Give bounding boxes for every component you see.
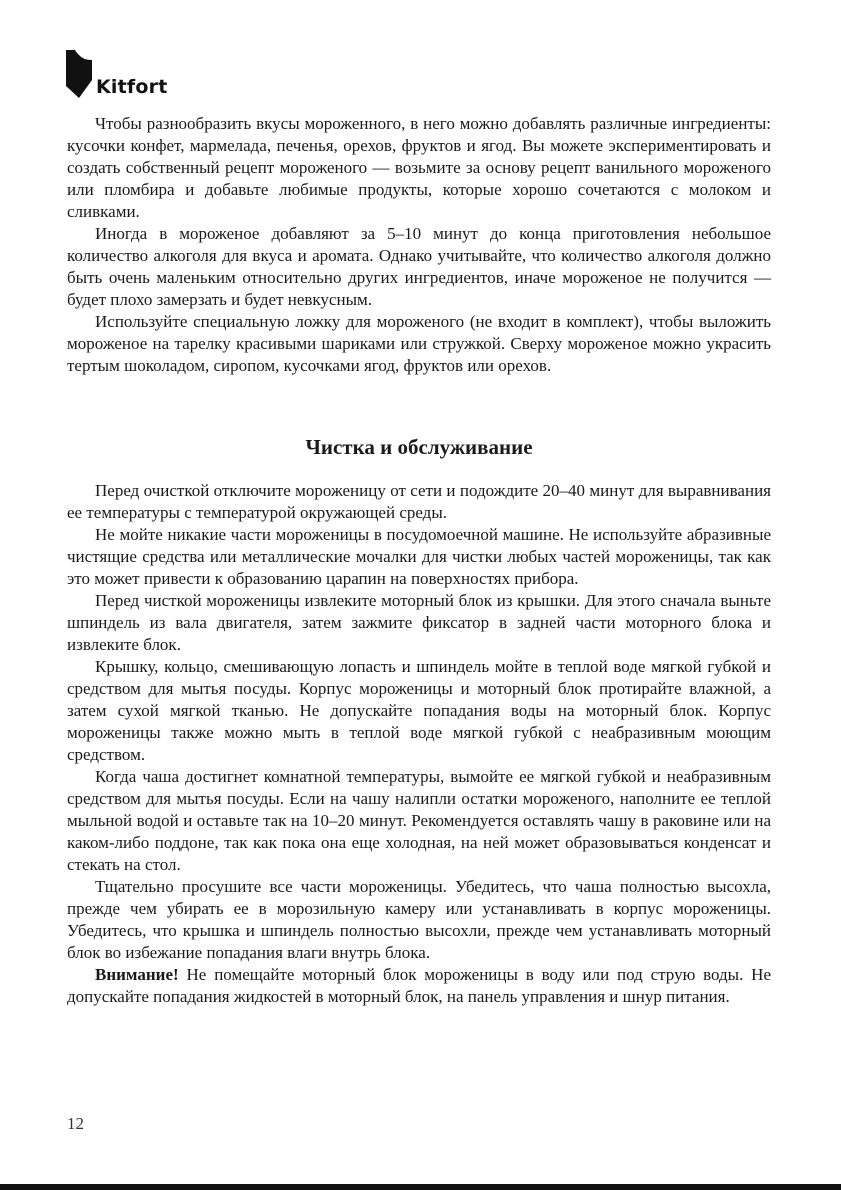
paragraph-cleaning-4: Крышку, кольцо, смешивающую лопасть и шпиндель мойте в теплой воде мягкой губкой и средством для мытья посуды. Корпус мороженицы и моторный блок протирайте влажной, а затем сухой мягкой тканью. Не допускайте попадания воды на моторный блок. Корпус мороженицы также можно мыть в теплой воде мягкой губкой с неабразивным моющим средством. [67, 657, 771, 764]
paragraph-warning [67, 964, 771, 1008]
page-number: 12 [67, 1114, 84, 1133]
paragraph-cleaning-2: Не мойте никакие части мороженицы в посудомоечной машине. Не используйте абразивные чистящие средства или металлические мочалки для чистки любых частей мороженицы, так как это может привести к образованию царапин на поверхностях прибора. [67, 525, 771, 588]
paragraph-cleaning-6: Тщательно просушите все части мороженицы. Убедитесь, что чаша полностью высохла, прежде чем убирать ее в морозильную камеру или устанавливать в корпус мороженицы. Убедитесь, что крышка и шпиндель полностью высохли, прежде чем устанавливать моторный блок во избежание попадания влаги внутрь блока. [67, 877, 771, 962]
warning-text: Не помещайте моторный блок мороженицы в воду или под струю воды. Не допускайте попадания жидкостей в моторный блок, на панель управления и шнур питания. [67, 965, 771, 1006]
kitfort-logo-icon [66, 50, 92, 98]
brand-logo [66, 48, 168, 98]
paragraph-cleaning-5: Когда чаша достигнет комнатной температуры, вымойте ее мягкой губкой и неабразивным средством для мытья посуды. Если на чашу налипли остатки мороженого, наполните ее теплой мыльной водой и оставьте так на 10–20 минут. Рекомендуется оставлять чашу в раковине или на каком-либо поддоне, так как пока она еще холодная, на ней может образовываться конденсат и стекать на стол. [67, 767, 771, 874]
bottom-edge-rule [0, 1184, 841, 1190]
paragraph-intro-2: Иногда в мороженое добавляют за 5–10 минут до конца приготовления небольшое количество алкоголя для вкуса и аромата. Однако учитывайте, что количество алкоголя должно быть очень маленьким относительно других ингредиентов, иначе мороженое не получится — будет плохо замерзать и будет невкусным. [67, 224, 771, 309]
warning-label: Внимание! [95, 965, 179, 984]
section-title: Чистка и обслуживание [305, 435, 533, 459]
page-content [67, 113, 771, 1008]
paragraph-cleaning-1: Перед очисткой отключите мороженицу от сети и подождите 20–40 минут для выравнивания ее температуры с температурой окружающей среды. [67, 481, 771, 522]
paragraph-cleaning-3: Перед чисткой мороженицы извлеките моторный блок из крышки. Для этого сначала выньте шпиндель из вала двигателя, затем зажмите фиксатор в задней части моторного блока и извлеките блок. [67, 591, 771, 654]
brand-name: Kitfort [96, 76, 168, 98]
paragraph-intro-3: Используйте специальную ложку для мороженого (не входит в комплект), чтобы выложить мороженое на тарелку красивыми шариками или стружкой. Сверху мороженое можно украсить тертым шоколадом, сиропом, кусочками ягод, фруктов или орехов. [67, 312, 771, 375]
paragraph-intro-1: Чтобы разнообразить вкусы мороженного, в него можно добавлять различные ингредиенты: кусочки конфет, мармелада, печенья, орехов, фруктов и ягод. Вы можете экспериментировать и создать собственный рецепт мороженого — возьмите за основу рецепт ванильного мороженого или пломбира и добавьте любимые продукты, которые хорошо сочетаются с молоком и сливками. [67, 114, 771, 221]
